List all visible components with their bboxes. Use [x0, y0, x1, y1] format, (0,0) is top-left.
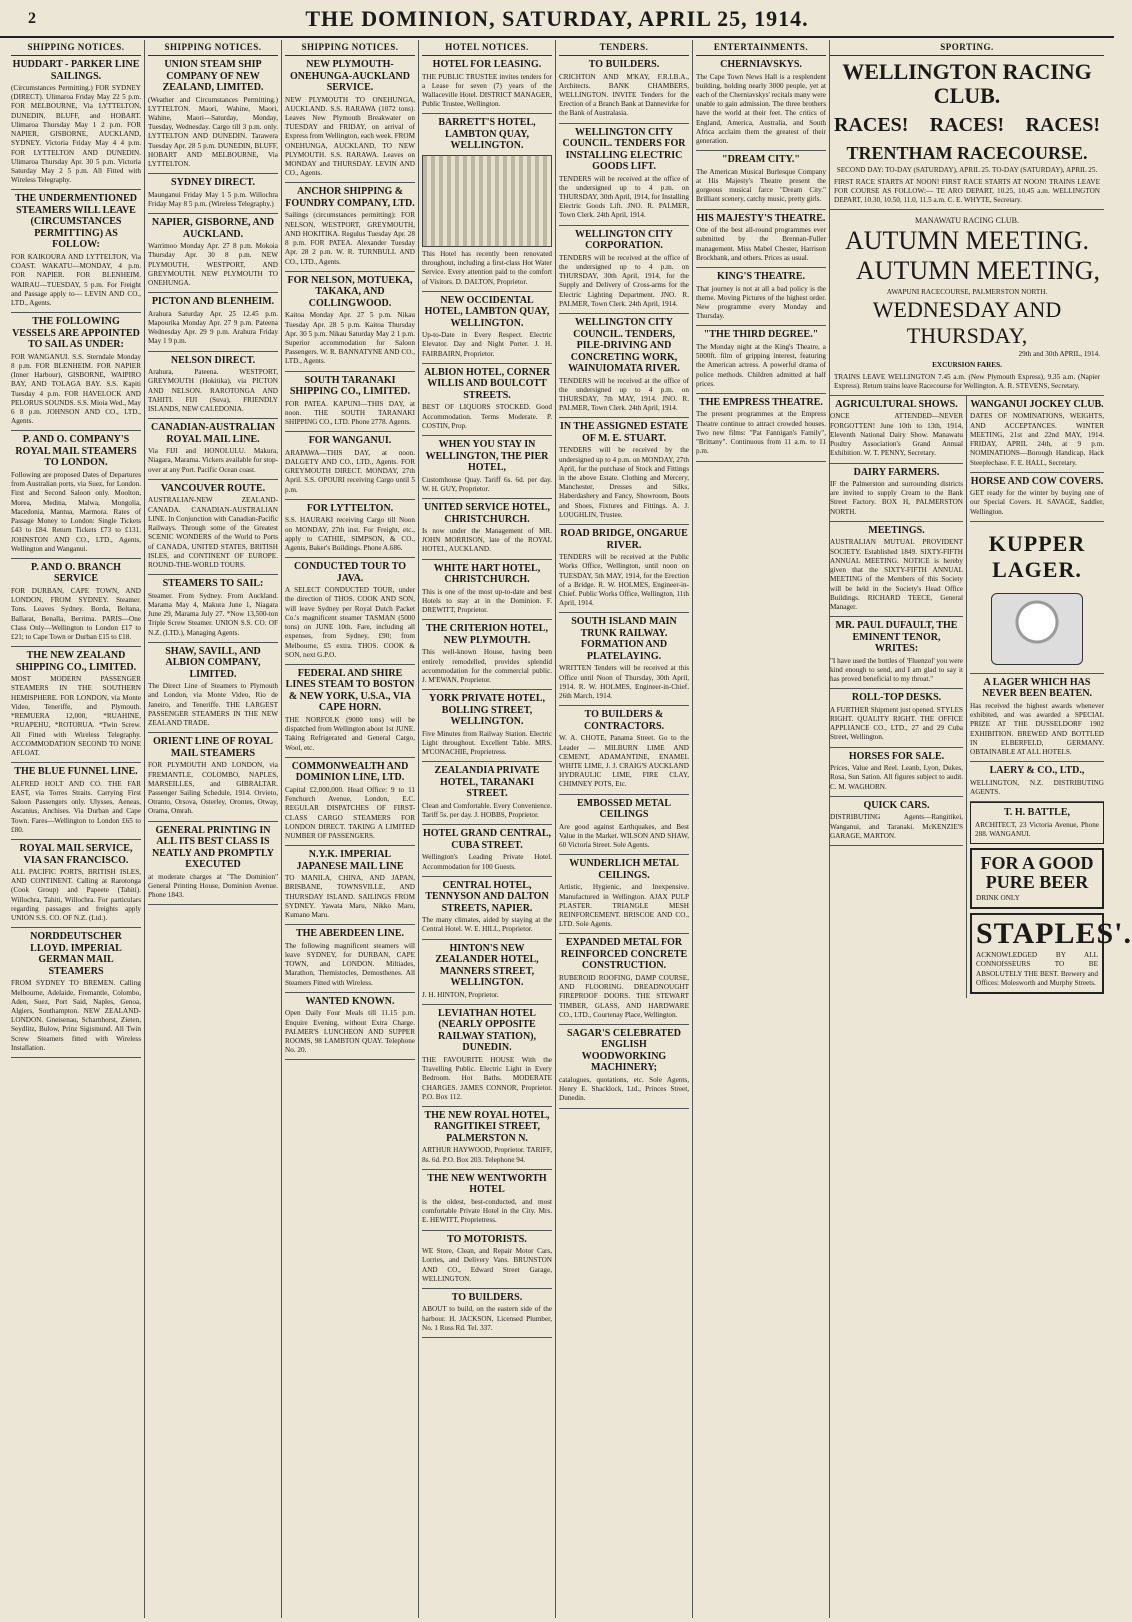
advertisement [830, 522, 963, 617]
awapuni-racecourse: AWAPUNI RACECOURSE, PALMERSTON NORTH. [886, 288, 1048, 297]
advertisement [422, 762, 552, 825]
advertisement [422, 940, 552, 1005]
advertisement [559, 56, 689, 124]
ad-text: (Circumstances Permitting.) FOR SYDNEY (DIRECT). Ulimaroa Friday May 22 5 p.m. FOR MELBOURNE, Via LYTTELTON, DUNEDIN, BLUFF, and HOBART. Ulimaroa Thursday May 1 2 p.m. FOR NAPIER, GISBORNE, AUCKLAND, SYDNEY. Victoria Friday May 4 4 p.m. FOR LYTTELTON AND DUNEDIN. Ulimaroa Thursday Apr. 30 5 p.m. Victoria Saturday May 2 5 p.m. All Fitted with Wireless Telegraphy. [11, 84, 141, 185]
ad-text: Steamer. From Sydney. From Auckland. Marama May 4, Makura June 1, Niagara June 29, Marama July 27. *Now 13,500-ton Triple Screw Steamer. UNION S.S. CO. OF N.Z. (LTD.), Managing Agents. [148, 591, 278, 637]
ad-text: The many climates, aided by staying at the Central Hotel. W. E. HILL, Proprietor. [422, 916, 552, 934]
advertisement [11, 559, 141, 647]
advertisement [148, 822, 278, 906]
ad-text: TENDERS will be received by the undersigned up to 4 p.m. on MONDAY, 27th April, for the purchase of Stock and Fittings in the above Estate. Clothing and Mercery, Manchester, Dresses and Silks, Haberdashery and Fancy, Showroom, Boots and Shoes, Fixtures and Fittings. A. J. LOUGHLIN, Trustee. [559, 446, 689, 519]
meeting-dates: 29th and 30th APRIL, 1914. [1018, 350, 1100, 359]
ad-heading: THE UNDERMENTIONED STEAMERS WILL LEAVE (CIRCUMSTANCES PERMITTING) AS FOLLOW: [15, 193, 137, 251]
advertisement [696, 268, 826, 326]
advertisement [11, 840, 141, 928]
ad-heading: ALBION HOTEL, CORNER WILLIS AND BOULCOTT STREETS. [424, 366, 550, 401]
advertisement [970, 913, 1132, 994]
advertisement [970, 802, 1104, 844]
ad-heading: UNION STEAM SHIP COMPANY OF NEW ZEALAND, LIMITED. [162, 59, 264, 93]
ad-text: Maunganui Friday May 1 5 p.m. Willochra Friday May 8 5 p.m. (Wireless Telegraphy.) [148, 190, 278, 208]
ad-text: THE NORFOLK (9000 tons) will be dispatched from Wellington about 1st JUNE. Taking Refrigerated and General Cargo, Wool, etc. [285, 715, 415, 752]
advertisement [422, 436, 552, 499]
ad-heading: MR. PAUL DUFAULT, THE EMINENT TENOR, WRITES: [835, 620, 958, 655]
racing-club-ad [830, 56, 1104, 210]
advertisement [148, 419, 278, 480]
ad-text: FOR DURBAN, CAPE TOWN, AND LONDON, FROM SYDNEY. Steamer. Tons. Leaves Sydney. Borda, Beltana, Ballarat, Benalla, Berrima. PARIS—One Class Only—Wellington to London £17 to £21; to Cape Town or Durban £15 to £18. [11, 586, 141, 642]
ad-text: THE PUBLIC TRUSTEE invites tenders for a Lease for seven (7) years of the Wallaceville Hotel. DISTRICT MANAGER, Public Trustee, Wellington. [422, 72, 552, 109]
ad-heading: WELLINGTON CITY COUNCIL. TENDERS FOR INSTALLING ELECTRIC GOODS LIFT. [562, 126, 686, 173]
ad-text: DISTRIBUTING Agents—Rangitikei, Wanganui, and Taranaki. McKENZIE'S GARAGE, MARTON. [830, 813, 963, 840]
ad-heading: ORIENT LINE OF ROYAL MAIL STEAMERS [153, 736, 273, 759]
ad-text: ARCHITECT, 23 Victoria Avenue, Phone 288. WANGANUI. [975, 820, 1099, 838]
ad-text: Capital £2,000,000. Head Office: 9 to 11 Fenchurch Avenue, London, E.C. REGULAR DISPATCHES OF FIRST-CLASS CARGO STEAMERS FOR LONDON DIRECT. TAKING A LIMITED NUMBER OF PASSENGERS. [285, 785, 415, 840]
ad-heading: CONDUCTED TOUR TO JAVA. [293, 561, 407, 584]
ad-heading: SHAW, SAVILL, AND ALBION COMPANY, LIMITED. [165, 645, 261, 680]
ad-heading: LAERY & CO., LTD., [989, 765, 1085, 777]
ad-text: Arahura Saturday Apr. 25 12.45 p.m. Mapourika Monday Apr. 27 9 p.m. Pateena Wednesday Apr. 29 9 p.m. Arahura Friday May 1 9 p.m. [148, 309, 278, 346]
page-number: 2 [28, 10, 36, 27]
ad-heading: VANCOUVER ROUTE. [160, 482, 266, 494]
race-days: SECOND DAY: TO-DAY (SATURDAY), APRIL 25. TO-DAY (SATURDAY), APRIL 25. [836, 166, 1098, 175]
ad-text: Up-to-Date in Every Respect. Electric Elevator. Day and Night Porter. J. H. FAIRBAIRN, Proprietor. [422, 331, 552, 358]
ad-text: TENDERS will be received at the office of the undersigned up to 4 p.m. on THURSDAY, 30th April, 1914, for Installing Electric Goods Lift. JNO. R. PALMER, Town Clerk. 24th April, 1914. [559, 174, 689, 220]
manawatu-ad [830, 210, 1104, 396]
ad-heading: A LAGER WHICH HAS NEVER BEEN BEATEN. [981, 676, 1093, 700]
ad-heading: THE NEW WENTWORTH HOTEL [427, 1172, 547, 1196]
ad-heading: LEVIATHAN HOTEL (NEARLY OPPOSITE RAILWAY STATION), DUNEDIN. [438, 1007, 536, 1054]
ad-heading: KUPPER LAGER. [988, 530, 1086, 582]
advertisement [830, 396, 963, 464]
ad-heading: ANCHOR SHIPPING & FOUNDRY COMPANY, LTD. [285, 186, 415, 209]
advertisement [696, 151, 826, 209]
ad-text: The American Musical Burlesque Company at His Majesty's Theatre present the gorgeous musical farce "Dream City." Brilliant scenery, catchy music, pretty girls. [696, 167, 826, 204]
ad-heading: P. AND O. COMPANY'S ROYAL MAIL STEAMERS TO LONDON. [15, 434, 137, 469]
section-header-hotel: HOTEL NOTICES. [422, 40, 552, 56]
ad-heading: HOTEL FOR LEASING. [432, 59, 542, 70]
advertisement [285, 372, 415, 433]
ad-text: DATES OF NOMINATIONS, WEIGHTS, AND ACCEPTANCES. WINTER MEETING, 21st and 22nd MAY, 1914. FRIDAY, APRIL 24th, at 9 p.m. NOMINATIONS—Borough Handicap, Hack Steeplechase. F. E. HALL, Secretary. [970, 412, 1104, 467]
ad-text: TENDERS will be received at the Public Works Office, Wellington, until noon on TUESDAY, 5th MAY, 1914, for the Erection of a Bridge. R. W. HOLMES, Engineer-in-Chief. Public Works Office, Wellington, 11th April, 1914. [559, 553, 689, 608]
ad-text: at moderate charges at "The Dominion" General Printing House, Dominion Avenue. Phone 1843. [148, 872, 278, 900]
advertisement [970, 762, 1104, 802]
advertisement [285, 500, 415, 558]
ad-heading: THE NEW ZEALAND SHIPPING CO., LIMITED. [15, 650, 137, 673]
ad-heading: NELSON DIRECT. [170, 354, 256, 366]
advertisement [830, 748, 963, 797]
ad-heading: FOR LYTTELTON. [306, 502, 394, 514]
races-banner [834, 108, 1100, 143]
ad-text: ALFRED HOLT AND CO. THE FAR EAST, via Torres Straits. Carrying First Saloon Passengers only. Ulysses, Aeneas, Ascanius, Anchises. Via Durban and Cape Town. Fares—Wellington to London £65 to £80. [11, 779, 141, 834]
masthead [0, 0, 1114, 38]
ad-text: TO MANILA, CHINA, AND JAPAN, BRISBANE, TOWNSVILLE, AND THURSDAY ISLAND. SAILINGS FROM SYDNEY. Yawata Maru, Nikko Maru, Kumano Maru. [285, 874, 415, 920]
ad-heading: THE EMPRESS THEATRE. [699, 396, 823, 408]
races-word: RACES! [1025, 114, 1100, 137]
ad-heading: THE FOLLOWING VESSELS ARE APPOINTED TO SAIL AS UNDER: [12, 316, 140, 351]
ad-text: FROM SYDNEY TO BREMEN. Calling Melbourne, Adelaide, Fremantle, Colombo, Aden, Suez, Port Said, Naples, Genoa, Algiers, Southampton. NEW ZEALAND-LONDON. Gneisenau, Scharnhorst, Zieten, Seydlitz, Bulow, Prinz Sigismund. All Twin Screw Steamers fitted with Wireless Installation. [11, 979, 141, 1052]
advertisement [970, 848, 1104, 909]
ad-heading: HINTON'S NEW ZEALANDER HOTEL, MANNERS STREET, WELLINGTON. [435, 942, 539, 989]
ad-heading: NAPIER, GISBORNE, AND AUCKLAND. [151, 217, 275, 240]
ad-text: "I have used the bottles of 'Fluenzol' you were kind enough to send, and I am glad to say it has proved beneficial to my throat." [830, 656, 963, 684]
advertisement [422, 292, 552, 364]
ad-heading: SAGAR'S CELEBRATED ENGLISH WOODWORKING MACHINERY; [566, 1027, 681, 1074]
ad-text: catalogues, quotations, etc. Sole Agents, Henry E. Shacklock, Ltd., Princes Street, Dunedin. [559, 1075, 689, 1103]
advertisement [696, 56, 826, 151]
racecourse-name: TRENTHAM RACECOURSE. [846, 143, 1088, 164]
ad-heading: THE ABERDEEN LINE. [295, 928, 405, 940]
advertisement [696, 210, 826, 268]
ad-heading: FOR NELSON, MOTUEKA, TAKAKA, AND COLLINGWOOD. [287, 274, 413, 309]
ad-text: AUSTRALIAN-NEW ZEALAND-CANADA. CANADIAN-AUSTRALIAN LINE. In Conjunction with Canadian-Pacific Railways. Through some of the Greatest SCENIC WONDERS of the World to Ports of CANADA, UNITED STATES, BRITISH ISLES, and CONTINENT OF EUROPE. ROUND-THE-WORLD TOURS. [148, 496, 278, 569]
ad-heading: DAIRY FARMERS. [853, 466, 940, 478]
ad-text: One of the best all-round programmes ever submitted by the Brennan-Fuller management. Miss Mabel Chester, Harrison Brockbank, and others. Prices as usual. [696, 226, 826, 262]
ad-heading: TO BUILDERS. [588, 59, 660, 70]
ad-heading: WHITE HART HOTEL, CHRISTCHURCH. [433, 562, 541, 586]
ad-heading: T. H. BATTLE, [1003, 807, 1071, 819]
advertisement [148, 575, 278, 643]
advertisement [559, 1025, 689, 1109]
advertisement [148, 214, 278, 293]
ad-text: WRITTEN Tenders will be received at this Office until Noon of Thursday, 30th April, 1914. R. W. HOLMES, Engineer-in-Chief. 26th March, 1914. [559, 664, 689, 701]
advertisement [559, 706, 689, 794]
ad-heading: P. AND O. BRANCH SERVICE [31, 561, 121, 585]
ad-text: TENDERS will be received at the office of the undersigned up to 4 p.m. on THURSDAY, 7th MAY, 1914. JNO. R. PALMER, Town Clerk. 24th April, 1914. [559, 376, 689, 413]
ad-heading: TO MOTORISTS. [447, 1233, 527, 1245]
ad-text: Has received the highest awards whenever exhibited, and was awarded a SPECIAL PRIZE AT THE DUSSELDORF 1902 EXHIBITION. BREWED AND BOTTLED IN ELBERFELD, GERMANY. OBTAINABLE AT ALL HOTELS. [970, 701, 1104, 757]
ad-text: The present programmes at the Empress Theatre continue to attract crowded houses. Two new films: "Pat Fannigan's Family", "Brittany". Continuous from 11 a.m. to 11 p.m. [696, 410, 826, 456]
race-trains: FIRST RACE STARTS AT NOON! FIRST RACE STARTS AT NOON! TRAINS LEAVE FOR COURSE AS FOLLOW:— TE ARO DEPART, 10.25, 10.45 a.m. WELLINGTON DEPART, 10.30, 10.50, 11.0, 11.5 a.m. C. E. WHYTE, Secretary. [834, 177, 1100, 205]
ad-heading: COMMONWEALTH AND DOMINION LINE, LTD. [291, 760, 409, 784]
ad-text: Prices, Value and Reel. Leanb, Lyon, Dukes, Rosa, Sun Sation. All figures subject to audit. C. M. WAGHORN. [830, 764, 963, 791]
ad-heading: ROYAL MAIL SERVICE, VIA SAN FRANCISCO. [19, 843, 133, 866]
ad-text: This is one of the most up-to-date and best Hotels to stay at in the Dominion. F. DREWITT, Proprietor. [422, 587, 552, 615]
advertisement [422, 499, 552, 560]
advertisement [422, 620, 552, 690]
advertisement [422, 1107, 552, 1170]
ad-text: FOR PLYMOUTH AND LONDON, via FREMANTLE, COLOMBO, NAPLES, MARSEILLES, and GIBRALTAR. Passenger Sailing Schedule, 1914. Orvieto, Otranto, Orsova, Osterley, Orontes, Otway, Orama, Omrah. [148, 761, 278, 816]
ad-text: J. H. HINTON, Proprietor. [422, 990, 499, 999]
ad-heading: PICTON AND BLENHEIM. [151, 296, 275, 308]
excursion-fares: EXCURSION FARES. [932, 361, 1002, 370]
advertisement [11, 763, 141, 840]
ad-text: Clean and Comfortable. Every Convenience. Tariff 5s. per day. J. HOBBS, Proprietor. [422, 801, 552, 820]
advertisement [285, 432, 415, 500]
section-header-entertainments: ENTERTAINMENTS. [696, 40, 826, 56]
ad-text: Via FIJI and HONOLULU. Makura, Niagara, Marama. Vickers available for stop-over at any Port. Pacific Ocean coast. [148, 447, 278, 474]
ad-heading: NEW PLYMOUTH-ONEHUNGA-AUCKLAND SERVICE. [290, 59, 410, 93]
advertisement [148, 56, 278, 174]
advertisement [11, 56, 141, 190]
ad-heading: SYDNEY DIRECT. [171, 177, 255, 189]
ad-text: NEW PLYMOUTH TO ONEHUNGA, AUCKLAND. S.S. RARAWA (1072 tons). Leaves New Plymouth Breakwater on TUESDAY and FRIDAY, on arrival of Express from Wellington, each week. FROM ONEHUNGA, AUCKLAND, TO NEW PLYMOUTH. S.S. RARAWA. Leaves on MONDAY and THURSDAY. LEVIN AND CO., Agents. [285, 95, 415, 178]
ad-heading: WELLINGTON CITY CORPORATION. [575, 228, 673, 252]
section-header-tenders: TENDERS. [559, 40, 689, 56]
advertisement [422, 364, 552, 436]
column-hotel [419, 40, 556, 1618]
ad-heading: THE NEW ROYAL HOTEL, RANGITIKEI STREET, PALMERSTON N. [424, 1109, 550, 1144]
ad-text: RUBEROID ROOFING, DAMP COURSE, AND FLOORING. DREADNOUGHT FIREPROOF DOORS. THE STEWART TIMBER, GLASS, AND HARDWARE CO., LTD., Courtenay Place, Wellington. [559, 973, 689, 1019]
ad-heading: CENTRAL HOTEL, TENNYSON AND DALTON STREETS, NAPIER. [425, 879, 549, 914]
ad-text: A FURTHER Shipment just opened. STYLES RIGHT. QUALITY RIGHT. THE OFFICE APPLIANCE CO., LTD., 27 and 29 Cuba Street, Wellington. [830, 705, 963, 742]
ad-text: The Cape Town News Hall is a resplendent building, holding nearly 3000 people, yet at each of the Cherniavskys' recitals many were unable to gain admission. The three brothers have the world at their feet. The critics of England, America, Australia, and South Africa acclaim them the greatest of their generation. [696, 72, 826, 146]
ad-text: The Direct Line of Steamers to Plymouth and London, via Monte Video, Rio de Janeiro, and Teneriffe. THE LARGEST PASSENGER STEAMERS IN THE NEW ZEALAND TRADE. [148, 682, 278, 728]
ad-heading: CHERNIAVSKYS. [720, 59, 802, 70]
advertisement [422, 56, 552, 114]
ad-text: (Weather and Circumstances Permitting.) LYTTELTON. Maori, Wahine, Maori, Wahine, Maori—Saturday, Monday, Tuesday, Wednesday. Cargo till 3 p.m. only. LYTTELTON AND DUNEDIN. Tarawera Tuesday Apr. 28 5 p.m. DUNEDIN, BLUFF, HOBART AND MELBOURNE, Via LYTTELTON. [148, 95, 278, 169]
ad-heading: KING'S THEATRE. [717, 271, 805, 282]
ad-text: The following magnificent steamers will leave SYDNEY, for DURBAN, CAPE TOWN, and LONDON. Miltiades, Marathon, Themistocles, Demosthenes. All Steamers Fitted with Wireless. [285, 941, 415, 987]
ad-heading: HUDDART - PARKER LINE SAILINGS. [12, 59, 140, 82]
ad-heading: HOTEL GRAND CENTRAL, CUBA STREET. [422, 828, 552, 851]
column-shipping-2 [145, 40, 282, 1618]
ad-text: This Hotel has recently been renovated throughout, including a first-class Hot Water Service. Every attention paid to the comfort of Visitors. D. DALTON, Proprietor. [422, 249, 552, 286]
ad-text: is the oldest, best-conducted, and most comfortable Private Hotel in the City. Mrs. E. HEWITT, Proprietress. [422, 1197, 552, 1225]
advertisement [422, 825, 552, 876]
ad-heading: BARRETT'S HOTEL, LAMBTON QUAY, WELLINGTON. [438, 117, 536, 152]
advertisement [285, 272, 415, 372]
advertisement [559, 613, 689, 706]
ad-heading: TO BUILDERS & CONTRACTORS. [583, 709, 665, 732]
racing-club-title: WELLINGTON RACING CLUB. [842, 59, 1092, 109]
advertisement [148, 293, 278, 351]
ad-text: W. A. CHOTE, Panama Street. Go to the Leader — MILBURN LIME AND CEMENT, ADAMANTINE, ENAMEL WHITE LIME, J. J. CRAIG'S AUCKLAND HYDRAULIC LIME, FIRE CLAY, CHIMNEY POTS, Etc. [559, 734, 689, 789]
ad-text: DRINK ONLY [976, 893, 1020, 902]
ad-text: ARAPAWA—THIS DAY, at noon. DALGETY AND CO., LTD., Agents. FOR GREYMOUTH DIRECT. MONDAY, 27th April. S.S. OPOURI receiving Cargo until 5 p.m. [285, 448, 415, 494]
ad-heading: FOR A GOOD PURE BEER [980, 853, 1094, 892]
advertisement [559, 795, 689, 856]
advertisement [970, 522, 1104, 674]
advertisement [559, 934, 689, 1025]
ad-text: GET ready for the winter by buying one of our Special Covers. H. SAVAGE, Saddler, Wellington. [970, 489, 1104, 516]
ad-text: S.S. HAURAKI receiving Cargo till Noon on MONDAY, 27th inst. For Freight, etc., apply to CATHIE, SIMPSON, & CO., Agents, Baker's Buildings. Phone A.686. [285, 516, 415, 552]
ad-text: WE Store, Clean, and Repair Motor Cars, Lorries, and Delivery Vans. BRUNSTON AND CO., Edward Street Garage, WELLINGTON. [422, 1247, 552, 1283]
ad-heading: TO BUILDERS. [451, 1291, 523, 1303]
advertisement [830, 617, 963, 689]
advertisement [148, 174, 278, 214]
ad-heading: UNITED SERVICE HOTEL, CHRISTCHURCH. [423, 502, 551, 525]
ad-heading: FOR WANGANUI. [308, 435, 392, 447]
ad-heading: FEDERAL AND SHIRE LINES STEAM TO BOSTON & NEW YORK, U.S.A., VIA CAPE HORN. [285, 667, 415, 714]
advertisement [422, 690, 552, 762]
ad-heading: AGRICULTURAL SHOWS. [835, 398, 958, 410]
ad-text: ABOUT to build, on the eastern side of the harbour. H. JACKSON, Licensed Plumber, No. 1 Ross Rd. Tel. 337. [422, 1305, 552, 1332]
ad-text: Customhouse Quay. Tariff 6s. 6d. per day. W. H. GUY, Proprietor. [422, 475, 552, 493]
advertisement [422, 1289, 552, 1338]
ad-heading: HORSE AND COW COVERS. [970, 475, 1104, 487]
autumn-meeting-heading-2: AUTUMN MEETING, [855, 256, 1100, 286]
column-sporting-right [967, 396, 1132, 998]
ad-text: Warrimoo Monday Apr. 27 8 p.m. Mokoia Thursday Apr. 30 8 p.m. NEW PLYMOUTH, WESTPORT, AND GREYMOUTH. NEW PLYMOUTH TO ONEHUNGA. [148, 242, 278, 288]
ad-text: Kaitoa Monday Apr. 27 5 p.m. Nikau Tuesday Apr. 28 5 p.m. Kaitoa Thursday Apr. 30 5 p.m. Nikau Saturday May 2 1 p.m. Superior accommodation for Saloon Passengers. W. R. BANNATYNE AND CO., LTD., Agents. [285, 311, 415, 366]
advertisement [830, 797, 963, 846]
ad-heading: WHEN YOU STAY IN WELLINGTON, THE PIER HOTEL, [425, 439, 549, 474]
ad-heading: ROLL-TOP DESKS. [851, 692, 942, 704]
ad-heading: EXPANDED METAL FOR REINFORCED CONCRETE CONSTRUCTION. [560, 937, 688, 972]
ad-heading: ROAD BRIDGE, ONGARUE RIVER. [560, 528, 688, 551]
advertisement [285, 183, 415, 271]
advertisement [422, 114, 552, 291]
ad-text: That journey is not at all a bad policy is the theme. Moving Pictures of the highest order. New programme every Monday and Thursday. [696, 284, 826, 321]
advertisement [148, 733, 278, 821]
ad-heading: ZEALANDIA PRIVATE HOTEL, TARANAKI STREET. [434, 765, 540, 800]
ad-heading: STEAMERS TO SAIL: [162, 578, 264, 590]
ad-text: A SELECT CONDUCTED TOUR, under the direction of THOS. COOK AND SON, will leave Sydney per Royal Dutch Packet Co.'s magnificent steamer TASMAN (5000 tons) on JUNE 10th. Fare, including all expenses, from Sydney, £90; from Melbourne, £5 extra. THOS. COOK & SON, next G.P.O. [285, 586, 415, 659]
ad-heading: HORSES FOR SALE. [848, 750, 945, 762]
advertisement [285, 665, 415, 758]
advertisement [559, 855, 689, 934]
advertisement [11, 190, 141, 313]
ad-text: Is now under the Management of MR. JOHN MORRISON, late of the ROYAL HOTEL, AUCKLAND. [422, 527, 552, 554]
advertisement [559, 124, 689, 226]
ad-text: THE FAVOURITE HOUSE With the Travelling Public. Electric Light in Every Bedroom. Hot Baths. MODERATE CHARGES. JAMES CONNOR, Proprietor. P.O. Box 112. [422, 1055, 552, 1101]
ad-text: WELLINGTON, N.Z. DISTRIBUTING AGENTS. [970, 778, 1104, 796]
column-shipping-1 [8, 40, 145, 1618]
ad-heading: EMBOSSED METAL CEILINGS [577, 797, 671, 821]
ad-text: Arahura, Pateena. WESTPORT, GREYMOUTH (Hokitika), via PICTON AND NELSON. RAROTONGA AND TAHITI. FIJI (Suva), FRIENDLY ISLANDS, NEW CALEDONIA. [148, 368, 278, 414]
advertisement [970, 396, 1104, 473]
advertisement [422, 1231, 552, 1289]
ad-heading: WANTED KNOWN. [305, 995, 395, 1007]
ad-text: Wellington's Leading Private Hotel. Accommodation for 100 Guests. [422, 853, 552, 871]
advertisement [559, 525, 689, 613]
advertisement [422, 1170, 552, 1231]
advertisement [696, 394, 826, 462]
advertisement [11, 647, 141, 763]
ad-heading: THE BLUE FUNNEL LINE. [14, 766, 138, 778]
ad-heading: NORDDEUTSCHER LLOYD. IMPERIAL GERMAN MAIL STEAMERS [30, 931, 122, 977]
ad-text: Sailings (circumstances permitting): FOR NELSON, WESTPORT, GREYMOUTH, AND HOKITIKA. Regulus Tuesday Apr. 28 8 p.m. FOR PATEA. Alexander Tuesday Apr. 28 2 p.m. W. R. TURNBULL AND CO., LTD., Agents. [285, 211, 415, 266]
ad-heading: MEETINGS. [868, 524, 925, 536]
advertisement [830, 464, 963, 522]
column-entertainments [693, 40, 830, 1618]
ad-text: AUSTRALIAN MUTUAL PROVIDENT SOCIETY. Established 1849. SIXTY-FIFTH ANNUAL MEETING. NOTICE is hereby given that the SIXTY-FIFTH ANNUAL MEETING of the Members of this Society will be held in the Society's Head Office Buildings. RICHARD TEECE, General Manager. [830, 538, 963, 611]
ad-heading: STAPLES'. [976, 917, 1132, 951]
ad-heading: IN THE ASSIGNED ESTATE OF M. E. STUART. [559, 421, 689, 444]
beer-label-illustration [991, 593, 1083, 665]
ad-text: FOR PATEA. KAPUNI—THIS DAY, at noon. THE SOUTH TARANAKI SHIPPING CO., LTD. Phone 2778. Agents. [285, 399, 415, 427]
column-shipping-3 [282, 40, 419, 1618]
ad-heading: YORK PRIVATE HOTEL, BOLLING STREET, WELLINGTON. [428, 693, 546, 728]
ad-heading: QUICK CARS. [863, 799, 930, 811]
advertisement [422, 560, 552, 621]
advertisement [559, 226, 689, 314]
ad-heading: SOUTH ISLAND MAIN TRUNK RAILWAY. FORMATION AND PLATELAYING. [571, 616, 677, 662]
ad-text: Open Daily Four Meals till 11.15 p.m. Enquire Evening, without Extra Charge. PALMER'S LUNCHEON AND SUPPER ROOMS, 98 LAMBTON QUAY. Telephone No. 20. [285, 1009, 415, 1055]
ad-heading: "DREAM CITY." [722, 154, 800, 166]
advertisement [285, 56, 415, 183]
advertisement [11, 313, 141, 431]
ad-heading: CANADIAN-AUSTRALIAN ROYAL MAIL LINE. [151, 422, 275, 445]
ad-text: BEST OF LIQUORS STOCKED. Good Accommodation. Terms Moderate. P. COSTIN, Prop. [422, 403, 552, 430]
manawatu-club: MANAWATU RACING CLUB. [914, 216, 1020, 226]
advertisement [148, 352, 278, 420]
advertisement [696, 326, 826, 394]
ad-text: ACKNOWLEDGED BY ALL CONNOISSEURS TO BE ABSOLUTELY THE BEST. Brewery and Offices: Molesworth and Murphy Streets. [976, 951, 1098, 987]
ad-text: CRICHTON AND M'KAY, F.R.I.B.A., Architects. BANK CHAMBERS, WELLINGTON. INVITE Tenders for the Erection of a Branch Bank at Dannevirke for the Bank of Australasia. [559, 72, 689, 118]
ad-text: TENDERS will be received at the office of the undersigned up to 4 p.m. on THURSDAY, 30th April, 1914, for the Supply and Delivery of Cross-arms for the Electric Lighting Department. JNO. R. PALMER, Town Clerk. 24th April, 1914. [559, 253, 689, 308]
ad-heading: HIS MAJESTY'S THEATRE. [696, 212, 826, 224]
ad-text: Are good against Earthquakes, and Best Value in the Market. WILSON AND SHAW, 60 Victoria Street. Sole Agents. [559, 822, 689, 850]
advertisement [148, 643, 278, 734]
section-header-shipping: SHIPPING NOTICES. [11, 40, 141, 56]
columns [8, 40, 1132, 1618]
section-header-sporting: SPORTING. [830, 40, 1104, 56]
advertisement [830, 689, 963, 747]
wed-thu-heading: WEDNESDAY AND THURSDAY, [872, 297, 1062, 348]
ad-text: Artistic, Hygienic, and Inexpensive. Manufactured in Wellington. AJAX PULP PLASTER. TRIANGLE MESH REINFORCEMENT. BRISCOE AND CO., LTD. Sole Agents. [559, 883, 689, 929]
advertisement [422, 1005, 552, 1107]
races-word: RACES! [834, 114, 909, 137]
ad-heading: NEW OCCIDENTAL HOTEL, LAMBTON QUAY, WELLINGTON. [424, 294, 550, 329]
column-tenders [556, 40, 693, 1618]
ad-heading: WUNDERLICH METAL CEILINGS. [569, 858, 679, 881]
advertisement [285, 558, 415, 665]
ad-heading: SOUTH TARANAKI SHIPPING CO., LIMITED. [289, 374, 411, 398]
ad-text: ALL PACIFIC PORTS, BRITISH ISLES, AND CONTINENT. Calling at Rarotonga (Cook Group) and Papeete (Tahiti). Willochra, Tahiti, Willochra. For particulars regarding passages and freights apply UNION S.S. CO. OF N.Z. (Ltd.). [11, 868, 141, 923]
advertisement [285, 758, 415, 846]
section-header-shipping: SHIPPING NOTICES. [285, 40, 415, 56]
races-word: RACES! [929, 114, 1005, 137]
advertisement [285, 993, 415, 1061]
ad-text: ONCE ATTENDED—NEVER FORGOTTEN! June 10th to 13th, 1914, Eleventh National Dairy Show. Manawatu Poultry Association's Grand Annual Exhibition. W. T. PENNY, Secretary. [830, 412, 963, 458]
ad-text: FOR KAIKOURA AND LYTTELTON, Via COAST. WAKATU—MONDAY, 4 p.m. FOR NAPIER. FOR BLENHEIM. WAIRAU—TUESDAY, 5 p.m. For Freight and Passage apply to— LEVIN AND CO., LTD., Agents. [11, 252, 141, 307]
excursion-text: TRAINS LEAVE WELLINGTON 7.45 a.m. (New Plymouth Express), 9.35 a.m. (Napier Express). Return trains leave Racecourse for Wellington. A. R. STEVENS, Secretary. [834, 372, 1100, 390]
ad-text: IF the Palmerston and surrounding districts are invited to supply Cream to the Bank Street Factory. BOX H, PALMERSTON NORTH. [830, 480, 963, 516]
ad-heading: N.Y.K. IMPERIAL JAPANESE MAIL LINE [296, 849, 404, 872]
advertisement [422, 877, 552, 940]
advertisement [970, 674, 1104, 762]
newspaper-title: THE DOMINION, SATURDAY, APRIL 25, 1914. [305, 6, 809, 31]
advertisement [11, 431, 141, 558]
ad-text: This well-known House, having been entirely remodelled, provides splendid accommodation for the commercial public. J. M'EWAN, Proprietor. [422, 648, 552, 684]
ad-text: Five Minutes from Railway Station. Electric Light throughout. Excellent Table. MRS. M'CONACHIE, Proprietress. [422, 729, 552, 757]
ad-text: ARTHUR HAYWOOD, Proprietor. TARIFF, 8s. 6d. P.O. Box 203. Telephone 94. [422, 1146, 552, 1164]
advertisement [11, 928, 141, 1058]
autumn-meeting-heading: AUTUMN MEETING. [844, 226, 1090, 256]
ad-heading: "THE THIRD DEGREE." [703, 329, 819, 341]
advertisement [148, 480, 278, 575]
hotel-building-illustration [422, 155, 552, 247]
section-header-shipping: SHIPPING NOTICES. [148, 40, 278, 56]
advertisement [970, 473, 1104, 522]
ad-text: The Monday night at the King's Theatre, a 5000ft. film of gripping interest, featuring the American actress. A powerful drama of police methods. Children admitted at half prices. [696, 342, 826, 388]
advertisement [559, 314, 689, 418]
ad-heading: GENERAL PRINTING IN ALL ITS BEST CLASS IS NEATLY AND PROMPTLY EXECUTED [151, 824, 275, 871]
advertisement [285, 925, 415, 993]
advertisement [559, 418, 689, 525]
ad-text: FOR WANGANUI. S.S. Sterndale Monday 8 p.m. FOR BLENHEIM. FOR NAPIER (Inner Harbour), GISBORNE, WAIPIRO BAY, AND TOLAGA BAY. S.S. Kapiti Tuesday 4 p.m. FOR HAVELOCK AND PELORUS SOUNDS. S.S. Mioia Wed., May 6 8 p.m. JOHNSON AND CO., LTD., Agents. [11, 352, 141, 426]
ad-heading: WANGANUI JOCKEY CLUB. [970, 398, 1104, 410]
ad-text: MOST MODERN PASSENGER STEAMERS IN THE SOUTHERN HEMISPHERE. FOR LONDON, via Monte Video, Teneriffe, and Plymouth. *REMUERA 12,000, *RUAHINE, *RUAPEHU, *ROTORUA. *Twin Screw. All Fitted with Wireless Telegraphy. ACCOMMODATION SECOND TO NONE AFLOAT. [11, 675, 141, 757]
column-sporting-left [830, 396, 967, 998]
advertisement [285, 846, 415, 925]
column-sporting [830, 40, 1132, 1618]
ad-text: Following are proposed Dates of Departures from Australian ports, via Suez, for London. First and Second Saloon only. Moolton, Morea, Medina, Malwa, Mongolia, Macedonia, Mantua, Marmora. Rates of Passage Money to London: Single Tickets £43 to £84. Return Tickets £73 to £131. JOHNSTON AND CO., LTD., Agents, Wellington and Wanganui. [11, 470, 141, 553]
ad-heading: THE CRITERION HOTEL, NEW PLYMOUTH. [426, 623, 548, 646]
ad-heading: WELLINGTON CITY COUNCIL. TENDERS, PILE-DRIVING AND CONCRETING WORK, WAINUIOMATA RIVER. [568, 317, 680, 374]
